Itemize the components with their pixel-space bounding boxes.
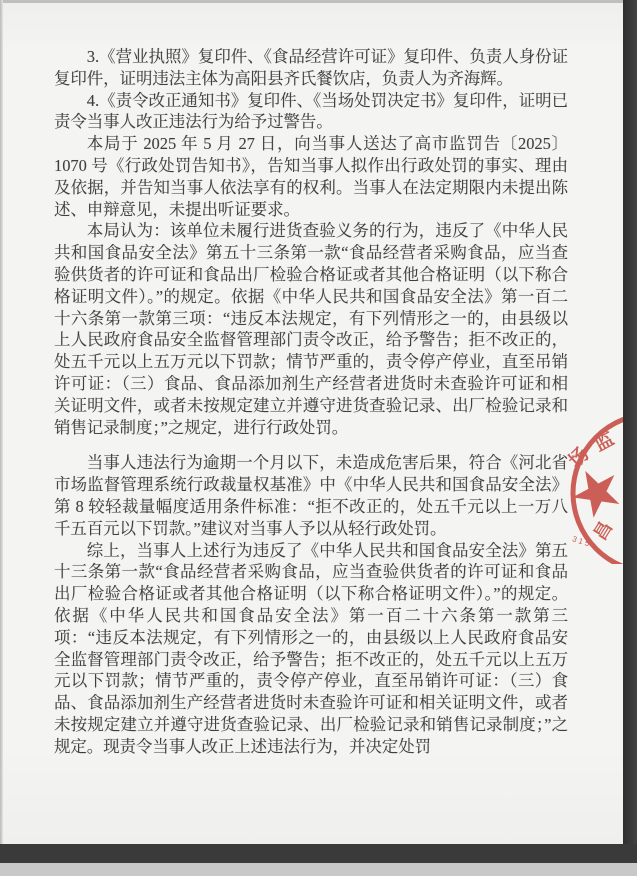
scan-edge-top [0,0,624,3]
document-body [54,46,568,758]
paragraph-notification: 本局于 2025 年 5 月 27 日，向当事人送达了高市监罚告〔2025〕1070 号《行政处罚告知书》，告知当事人拟作出行政处罚的事实、理由及依据，并告知当事人依法享有的权利。当事人在法定期限内未提出陈述、申辩意见，未提出听证要求。 [54,134,568,219]
paragraph-evidence-item-4: 4.《责令改正通知书》复印件、《当场处罚决定书》复印件，证明已责令当事人改正违法行为给予过警告。 [54,90,568,132]
scan-edge-left [0,0,3,845]
scan-edge-right [623,0,637,863]
scan-edge-bottom [0,844,637,863]
official-seal-stamp [551,416,623,564]
scanner-background-strip [0,863,637,876]
paragraph-findings: 本局认为：该单位未履行进货查验义务的行为，违反了《中华人民共和国食品安全法》第五十三条第一款“食品经营者采购食品，应当查验供货者的许可证和食品出厂检验合格证或者其他合格证明（以下称合格证明文件）。”的规定。依据《中华人民共和国食品安全法》第一百二十六条第一款第三项：“违反本法规定，有下列情形之一的，由县级以上人民政府食品安全监督管理部门责令改正，给予警告；拒不改正的，处五千元以上五万元以下罚款；情节严重的，责令停产停业，直至吊销许可证：（三）食品、食品添加剂生产经营者进货时未查验许可证和相关证明文件，或者未按规定建立并遵守进货查验记录、出厂检验记录和销售记录制度；”之规定，进行行政处罚。 [54,221,568,437]
stamp-char-top-2: 监 [591,428,618,456]
paragraph-conclusion: 综上，当事人上述行为违反了《中华人民共和国食品安全法》第五十三条第一款“食品经营者采购食品，应当查验供货者的许可证和食品出厂检验合格证或者其他合格证明（以下称合格证明文件）。”的规定。依据《中华人民共和国食品安全法》第一百二十六条第一款第三项：“违反本法规定，有下列情形之一的，由县级以上人民政府食品安全监督管理部门责令改正，给予警告；拒不改正的，处五千元以上五万元以下罚款；情节严重的，责令停产停业，直至吊销许可证：（三）食品、食品添加剂生产经营者进货时未查验许可证和相关证明文件，或者未按规定建立并遵守进货查验记录、出厂检验记录和销售记录制度；”之规定。现责令当事人改正上述违法行为，并决定处罚 [54,540,568,756]
paragraph-evidence-item-3: 3.《营业执照》复印件、《食品经营许可证》复印件、负责人身份证复印件，证明违法主体为高阳县齐氏餐饮店，负责人为齐海辉。 [54,47,568,88]
paragraph-discretion-standard: 当事人违法行为逾期一个月以下，未造成危害后果，符合《河北省市场监督管理系统行政裁量权基准》中《中华人民共和国食品安全法》第 8 较轻裁量幅度适用条件标准：“拒不改正的，处五千元以上一万八千五百元以下罚款。”建议对当事人予以从轻行政处罚。 [54,453,568,538]
stamp-char-top-1: 场 [565,443,594,473]
stamp-char-bottom: 昌 [589,517,617,544]
stamp-serial-digits: 315 [571,534,593,549]
